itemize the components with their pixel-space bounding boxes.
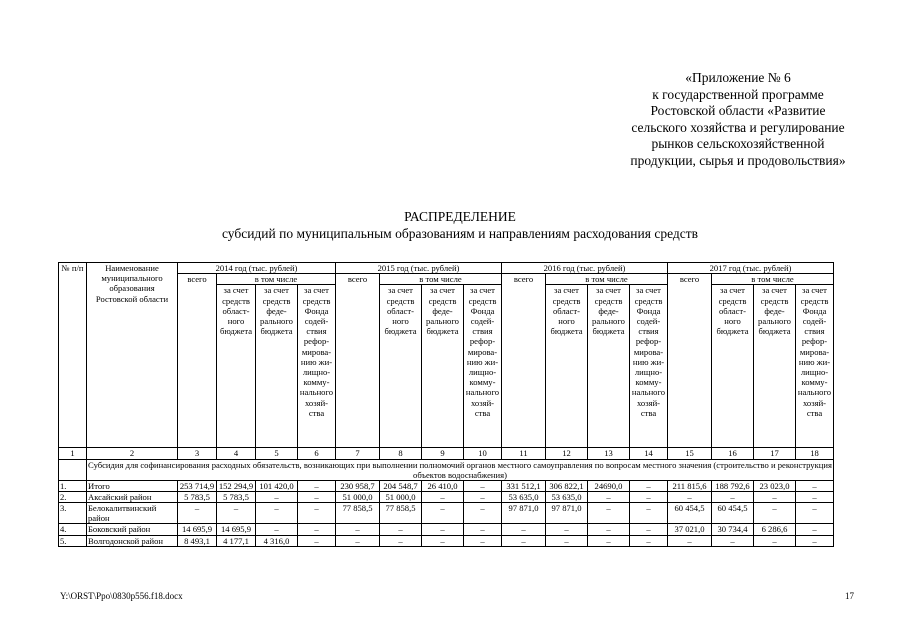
column-number: 16 [712, 448, 754, 459]
row-value-cell: – [298, 480, 336, 491]
column-number: 15 [668, 448, 712, 459]
row-value-cell: 211 815,6 [668, 480, 712, 491]
table-body [59, 480, 834, 546]
header-fund: за счет средств Фонда содей-ствия рефор-мирова-нию жи-лищно-комму-нального хозяй-ства [464, 285, 502, 448]
header-including: в том числе [712, 274, 834, 285]
row-value-cell: – [422, 491, 464, 502]
row-value-cell: 306 822,1 [546, 480, 588, 491]
header-no: № п/п [59, 263, 87, 448]
header-year-2014: 2014 год (тыс. рублей) [178, 263, 336, 274]
row-number: 4. [59, 524, 87, 535]
row-value-cell: 4 177,1 [217, 535, 256, 546]
header-regional: за счет средств област-ного бюджета [217, 285, 256, 448]
row-value-cell: – [464, 535, 502, 546]
header-total: всего [502, 274, 546, 448]
row-value-cell: 26 410,0 [422, 480, 464, 491]
row-value-cell: – [502, 524, 546, 535]
footer-page-number: 17 [845, 591, 854, 601]
row-value-cell: – [380, 535, 422, 546]
row-value-cell: 4 316,0 [256, 535, 298, 546]
row-value-cell: – [796, 503, 834, 524]
row-value-cell: 37 021,0 [668, 524, 712, 535]
row-value-cell: – [630, 491, 668, 502]
row-value-cell: – [754, 535, 796, 546]
row-value-cell: 204 548,7 [380, 480, 422, 491]
header-federal: за счет средств феде-рального бюджета [588, 285, 630, 448]
row-value-cell: – [630, 535, 668, 546]
row-value-cell: 188 792,6 [712, 480, 754, 491]
row-value-cell: 5 783,5 [178, 491, 217, 502]
row-value-cell: 101 420,0 [256, 480, 298, 491]
row-value-cell: 97 871,0 [546, 503, 588, 524]
row-value-cell: – [796, 524, 834, 535]
column-number: 6 [298, 448, 336, 459]
column-number: 13 [588, 448, 630, 459]
column-number: 14 [630, 448, 668, 459]
appendix-line: сельского хозяйства и регулирование [631, 119, 845, 135]
header-federal: за счет средств феде-рального бюджета [422, 285, 464, 448]
row-value-cell: 6 286,6 [754, 524, 796, 535]
row-number: 5. [59, 535, 87, 546]
row-value-cell: – [668, 535, 712, 546]
header-total: всего [336, 274, 380, 448]
appendix-line: продукции, сырья и продовольствия» [630, 152, 846, 168]
column-number: 11 [502, 448, 546, 459]
row-value-cell: 14 695,9 [217, 524, 256, 535]
row-value-cell: – [298, 491, 336, 502]
row-value-cell: – [502, 535, 546, 546]
row-municipality-name: Боковский район [87, 524, 178, 535]
row-value-cell: 24690,0 [588, 480, 630, 491]
row-value-cell: 77 858,5 [336, 503, 380, 524]
column-number: 12 [546, 448, 588, 459]
row-municipality-name: Аксайский район [87, 491, 178, 502]
column-number: 5 [256, 448, 298, 459]
header-including: в том числе [217, 274, 336, 285]
row-value-cell: – [588, 524, 630, 535]
title-subtitle: субсидий по муниципальным образованиям и направлениям расходования средств [221, 226, 699, 241]
row-value-cell: 60 454,5 [668, 503, 712, 524]
header-including: в том числе [546, 274, 668, 285]
document-title [150, 208, 770, 242]
row-value-cell: – [422, 524, 464, 535]
row-value-cell: 8 493,1 [178, 535, 217, 546]
row-value-cell: 5 783,5 [217, 491, 256, 502]
row-value-cell: – [298, 535, 336, 546]
row-value-cell: – [256, 524, 298, 535]
title-heading: РАСПРЕДЕЛЕНИЕ [404, 209, 516, 224]
row-value-cell: – [298, 524, 336, 535]
table-row [59, 503, 834, 524]
row-value-cell: – [588, 535, 630, 546]
row-value-cell: – [668, 491, 712, 502]
row-value-cell: – [422, 503, 464, 524]
row-value-cell: – [546, 524, 588, 535]
row-value-cell: – [796, 491, 834, 502]
row-value-cell: – [630, 503, 668, 524]
section-title: Субсидия для софинансирования расходных обязательств, возникающих при выполнении полномочий органов местного самоуправления по вопросам местного значения (строительство и реконструкция объектов водоснабжения) [88, 459, 832, 480]
row-value-cell: – [464, 480, 502, 491]
row-value-cell: 53 635,0 [502, 491, 546, 502]
row-municipality-name: Итого [87, 480, 178, 491]
header-regional: за счет средств област-ного бюджета [546, 285, 588, 448]
row-value-cell: 53 635,0 [546, 491, 588, 502]
column-number: 17 [754, 448, 796, 459]
appendix-block [618, 70, 858, 169]
header-including: в том числе [380, 274, 502, 285]
row-municipality-name: Белокалитвинский район [87, 503, 178, 524]
header-year-2015: 2015 год (тыс. рублей) [336, 263, 502, 274]
row-value-cell: – [380, 524, 422, 535]
row-value-cell: – [588, 491, 630, 502]
appendix-line: к государственной программе [652, 86, 824, 102]
row-value-cell: – [712, 535, 754, 546]
header-total: всего [178, 274, 217, 448]
row-value-cell: 77 858,5 [380, 503, 422, 524]
section-spacer [59, 459, 87, 480]
row-number: 1. [59, 480, 87, 491]
distribution-table [58, 262, 834, 547]
column-number: 18 [796, 448, 834, 459]
appendix-line: «Приложение № 6 [685, 70, 791, 85]
row-value-cell: 51 000,0 [380, 491, 422, 502]
column-number: 10 [464, 448, 502, 459]
row-value-cell: 331 512,1 [502, 480, 546, 491]
row-value-cell: – [336, 524, 380, 535]
row-value-cell: – [336, 535, 380, 546]
row-value-cell: 51 000,0 [336, 491, 380, 502]
row-value-cell: 230 958,7 [336, 480, 380, 491]
appendix-line: рынков сельскохозяйственной [651, 136, 825, 151]
row-value-cell: – [630, 524, 668, 535]
row-value-cell: 23 023,0 [754, 480, 796, 491]
header-year-2016: 2016 год (тыс. рублей) [502, 263, 668, 274]
row-municipality-name: Волгодонской район [87, 535, 178, 546]
row-value-cell: – [178, 503, 217, 524]
header-fund: за счет средств Фонда содей-ствия рефор-мирова-нию жи-лищно-комму-нального хозяй-ства [796, 285, 834, 448]
footer-file-path: Y:\ORST\Ppo\0830p556.f18.docx [60, 591, 183, 601]
header-fund: за счет средств Фонда содей-ствия рефор-мирова-нию жи-лищно-комму-нального хозяй-ства [298, 285, 336, 448]
row-value-cell: – [464, 503, 502, 524]
table-row [59, 491, 834, 502]
row-value-cell: – [256, 491, 298, 502]
row-value-cell: – [796, 480, 834, 491]
row-value-cell: – [464, 491, 502, 502]
row-value-cell: 152 294,9 [217, 480, 256, 491]
column-number: 9 [422, 448, 464, 459]
header-fund: за счет средств Фонда содей-ствия рефор-мирова-нию жи-лищно-комму-нального хозяй-ства [630, 285, 668, 448]
row-value-cell: – [298, 503, 336, 524]
header-regional: за счет средств област-ного бюджета [380, 285, 422, 448]
table-row [59, 480, 834, 491]
row-value-cell: – [256, 503, 298, 524]
row-value-cell: – [754, 503, 796, 524]
table-row [59, 535, 834, 546]
column-number: 1 [59, 448, 87, 459]
row-value-cell: – [464, 524, 502, 535]
row-value-cell: – [630, 480, 668, 491]
row-number: 3. [59, 503, 87, 524]
header-year-2017: 2017 год (тыс. рублей) [668, 263, 834, 274]
column-number: 3 [178, 448, 217, 459]
table-row [59, 524, 834, 535]
row-value-cell: – [712, 491, 754, 502]
row-value-cell: 14 695,9 [178, 524, 217, 535]
column-number: 4 [217, 448, 256, 459]
row-value-cell: – [754, 491, 796, 502]
row-value-cell: 253 714,9 [178, 480, 217, 491]
row-value-cell: – [588, 503, 630, 524]
column-number: 2 [87, 448, 178, 459]
row-number: 2. [59, 491, 87, 502]
row-value-cell: – [422, 535, 464, 546]
header-regional: за счет средств област-ного бюджета [712, 285, 754, 448]
row-value-cell: – [796, 535, 834, 546]
header-name: Наименование муниципального образования Ростовской области [87, 263, 178, 448]
row-value-cell: – [546, 535, 588, 546]
column-number: 8 [380, 448, 422, 459]
appendix-line: Ростовской области «Развитие [650, 103, 826, 118]
column-number: 7 [336, 448, 380, 459]
row-value-cell: 60 454,5 [712, 503, 754, 524]
row-value-cell: – [217, 503, 256, 524]
row-value-cell: 30 734,4 [712, 524, 754, 535]
header-federal: за счет средств феде-рального бюджета [256, 285, 298, 448]
header-total: всего [668, 274, 712, 448]
header-federal: за счет средств феде-рального бюджета [754, 285, 796, 448]
row-value-cell: 97 871,0 [502, 503, 546, 524]
